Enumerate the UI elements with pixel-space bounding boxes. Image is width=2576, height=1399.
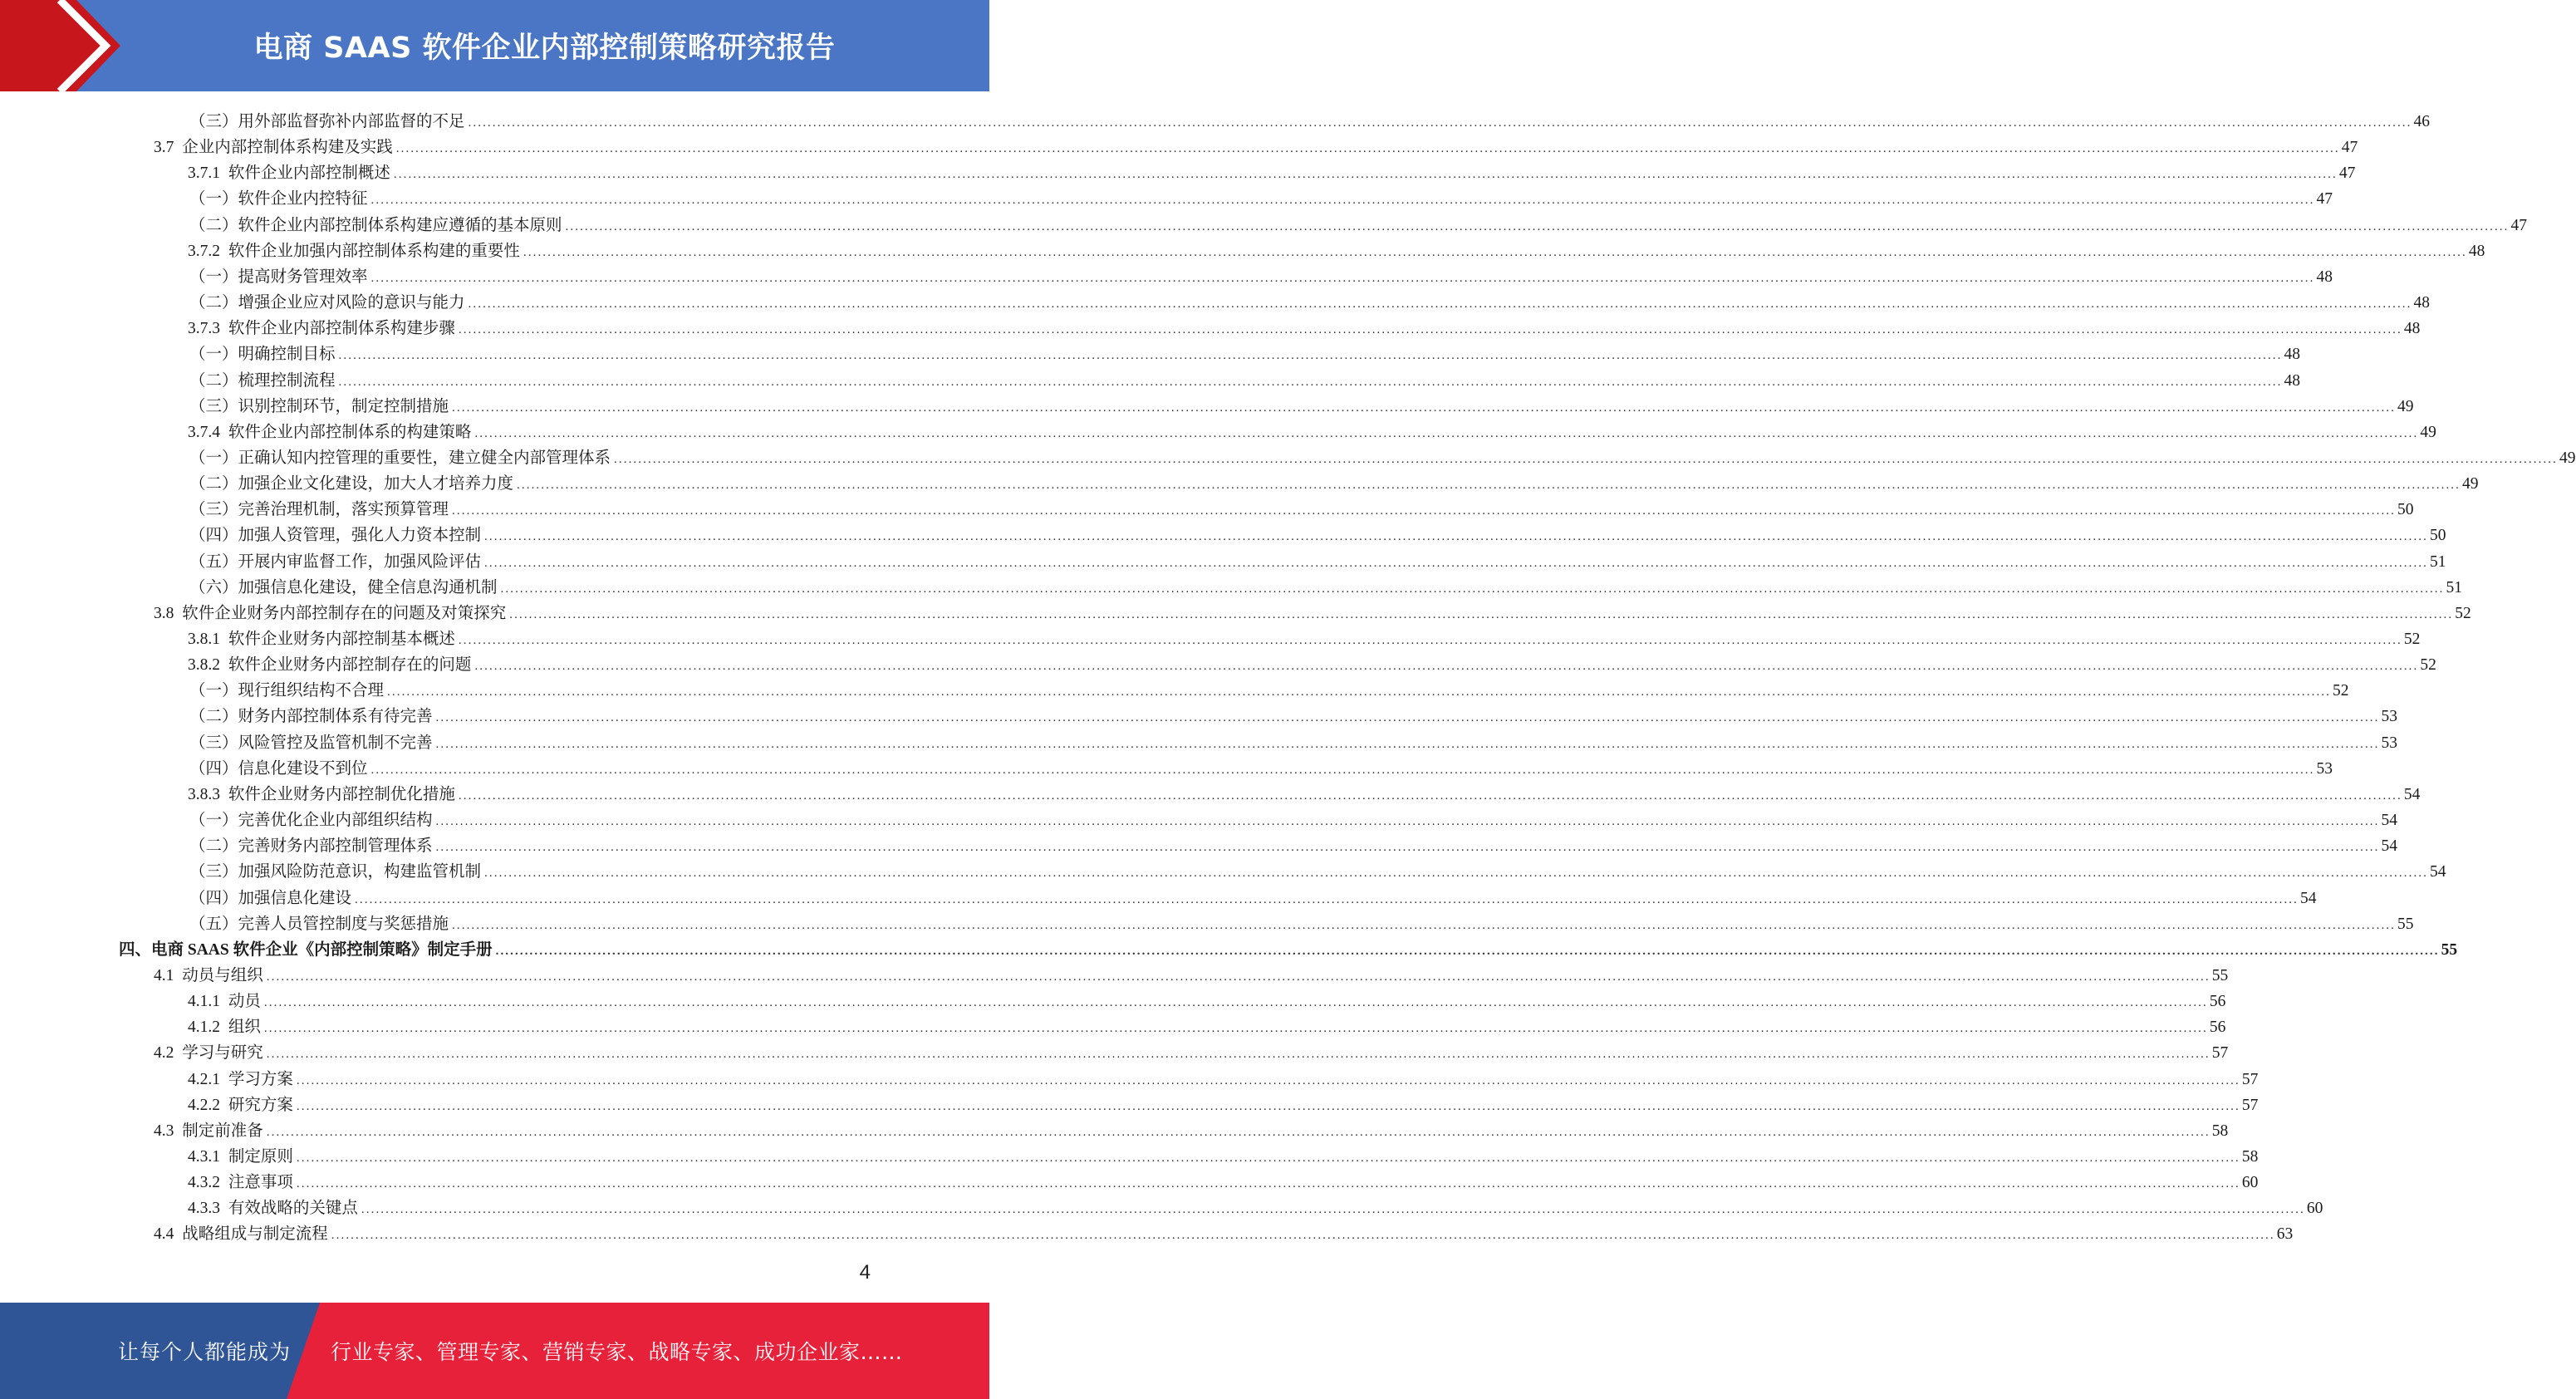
toc-entry[interactable] <box>189 753 2333 779</box>
toc-entry[interactable] <box>188 779 2421 805</box>
toc-entry-label <box>188 1199 358 1219</box>
toc-section-number: 4.2.1 <box>188 1070 220 1088</box>
toc-leader-dots: ................................................................................................................................................................................................................................................................................................................................................................................................................ <box>468 297 2412 312</box>
toc-entry[interactable] <box>188 1193 2323 1219</box>
toc-entry[interactable] <box>188 1064 2259 1090</box>
toc-entry-title: （一）软件企业内控特征 <box>189 190 368 209</box>
report-title: 电商 SAAS 软件企业内部控制策略研究报告 <box>253 32 836 65</box>
toc-leader-dots: ................................................................................................................................................................................................................................................................................................................................................................................................................ <box>266 1048 2210 1062</box>
toc-entry-title: （五）完善人员管控制度与奖惩措施 <box>189 915 449 933</box>
toc-section-number: 3.7.3 <box>188 320 220 338</box>
toc-leader-dots: ................................................................................................................................................................................................................................................................................................................................................................................................................ <box>484 530 2429 544</box>
toc-entry[interactable] <box>154 1038 2229 1063</box>
toc-entry-title: （三）用外部监督弥补内部监督的不足 <box>189 113 465 130</box>
toc-page-number: 47 <box>2316 190 2333 209</box>
toc-entry-title: （二）增强企业应对风险的意识与能力 <box>189 294 465 312</box>
toc-leader-dots: ................................................................................................................................................................................................................................................................................................................................................................................................................ <box>517 479 2461 493</box>
toc-page-number: 58 <box>2211 1122 2229 1140</box>
toc-entry-title: （四）加强人资管理，强化人力资本控制 <box>189 527 482 545</box>
toc-leader-dots: ................................................................................................................................................................................................................................................................................................................................................................................................................ <box>361 1203 2305 1217</box>
toc-page-number: 49 <box>2397 397 2414 415</box>
toc-section-number: 3.8.3 <box>188 785 220 803</box>
toc-section-number: 3.8 <box>154 604 174 622</box>
toc-entry-title: 软件企业内部控制体系构建步骤 <box>228 320 455 338</box>
toc-leader-dots: ................................................................................................................................................................................................................................................................................................................................................................................................................ <box>458 634 2402 647</box>
toc-page-number: 48 <box>2403 320 2421 338</box>
toc-entry[interactable] <box>154 1116 2229 1141</box>
toc-entry-title: 研究方案 <box>228 1096 293 1114</box>
toc-section-number: 4.3 <box>154 1122 174 1140</box>
toc-entry-title: 动员 <box>228 993 261 1011</box>
toc-entry-label <box>189 681 384 701</box>
toc-entry[interactable] <box>189 857 2446 882</box>
toc-entry-title: （二）财务内部控制体系有待完善 <box>189 708 433 726</box>
toc-entry-title: 学习与研究 <box>182 1044 263 1063</box>
toc-entry[interactable] <box>189 391 2414 417</box>
toc-section-number: 4.1.1 <box>188 993 220 1011</box>
toc-entry[interactable] <box>154 960 2229 986</box>
toc-entry[interactable] <box>188 650 2436 675</box>
toc-page-number: 54 <box>2430 863 2446 881</box>
toc-entry[interactable] <box>189 210 2528 236</box>
toc-entry-label <box>189 837 433 857</box>
toc-entry-label <box>188 992 261 1012</box>
toc-section-number: 4.2.2 <box>188 1096 220 1114</box>
toc-section-number: 4.2 <box>154 1044 174 1063</box>
toc-entry-title: 战略组成与制定流程 <box>182 1225 328 1244</box>
toc-entry[interactable] <box>189 701 2398 727</box>
toc-entry-label <box>188 164 390 184</box>
header-chevron-decoration <box>0 0 125 91</box>
toc-entry[interactable] <box>119 935 2458 960</box>
toc-page-number: 54 <box>2381 837 2398 856</box>
toc-leader-dots: ................................................................................................................................................................................................................................................................................................................................................................................................................ <box>435 841 2380 855</box>
toc-entry[interactable] <box>188 158 2356 184</box>
toc-leader-dots: ................................................................................................................................................................................................................................................................................................................................................................................................................ <box>452 504 2397 518</box>
toc-entry[interactable] <box>188 417 2436 443</box>
toc-entry-label <box>189 578 498 598</box>
toc-entry-title: （一）现行组织结构不合理 <box>189 682 385 700</box>
toc-section-number: 3.7 <box>154 139 174 157</box>
toc-leader-dots: ................................................................................................................................................................................................................................................................................................................................................................................................................ <box>266 969 2210 984</box>
toc-leader-dots: ................................................................................................................................................................................................................................................................................................................................................................................................................ <box>266 1125 2210 1139</box>
toc-leader-dots: ................................................................................................................................................................................................................................................................................................................................................................................................................ <box>387 685 2332 700</box>
toc-entry-label <box>189 449 611 469</box>
toc-leader-dots: ................................................................................................................................................................................................................................................................................................................................................................................................................ <box>263 996 2208 1010</box>
toc-leader-dots: ................................................................................................................................................................................................................................................................................................................................................................................................................ <box>395 142 2340 156</box>
toc-entry-label <box>188 1070 293 1090</box>
toc-entry-title: 软件企业内部控制概述 <box>228 164 390 183</box>
toc-page-number: 56 <box>2209 993 2226 1011</box>
toc-entry-label <box>189 734 433 753</box>
toc-page-number: 49 <box>2420 423 2436 441</box>
toc-leader-dots: ................................................................................................................................................................................................................................................................................................................................................................................................................ <box>474 660 2419 674</box>
toc-entry-label <box>188 242 520 262</box>
toc-section-number: 4.1.2 <box>188 1019 220 1037</box>
toc-entry-title: 软件企业加强内部控制体系构建的重要性 <box>228 242 520 260</box>
toc-entry[interactable] <box>189 494 2414 520</box>
toc-page-number: 56 <box>2209 1019 2226 1037</box>
toc-entry-label <box>189 345 336 365</box>
toc-entry-title: （四）信息化建设不到位 <box>189 759 368 778</box>
toc-entry-label <box>154 138 393 158</box>
toc-page-number: 57 <box>2241 1070 2259 1088</box>
toc-entry-title: 注意事项 <box>228 1174 293 1192</box>
toc-section-number: 3.7.2 <box>188 242 220 260</box>
toc-page-number: 48 <box>2468 242 2485 260</box>
toc-entry[interactable] <box>189 262 2333 287</box>
footer-slogan-left: 让每个人都能成为 <box>118 1340 292 1364</box>
toc-entry-label <box>189 474 513 494</box>
toc-entry-title: 软件企业财务内部控制存在的问题及对策探究 <box>182 604 507 622</box>
toc-leader-dots: ................................................................................................................................................................................................................................................................................................................................................................................................................ <box>263 1022 2208 1036</box>
toc-entry-label <box>189 889 351 909</box>
toc-page-number: 52 <box>2403 631 2421 648</box>
toc-entry-label <box>154 1225 328 1244</box>
toc-entry-label <box>188 319 455 339</box>
toc-leader-dots: ................................................................................................................................................................................................................................................................................................................................................................................................................ <box>500 582 2445 596</box>
toc-page-number: 47 <box>2341 139 2358 157</box>
toc-leader-dots: ................................................................................................................................................................................................................................................................................................................................................................................................................ <box>296 1177 2240 1191</box>
toc-entry-label <box>188 423 471 443</box>
toc-entry[interactable] <box>189 469 2479 494</box>
toc-page-number: 55 <box>2397 915 2414 933</box>
toc-leader-dots: ................................................................................................................................................................................................................................................................................................................................................................................................................ <box>523 245 2467 259</box>
toc-entry-title: （三）识别控制环节，制定控制措施 <box>189 397 449 415</box>
toc-entry-label <box>188 1147 293 1167</box>
toc-leader-dots: ................................................................................................................................................................................................................................................................................................................................................................................................................ <box>435 815 2380 829</box>
toc-section-number: 3.8.2 <box>188 656 220 675</box>
toc-entry[interactable] <box>189 443 2576 469</box>
toc-entry[interactable] <box>189 883 2317 909</box>
toc-leader-dots: ................................................................................................................................................................................................................................................................................................................................................................................................................ <box>468 116 2412 130</box>
toc-entry-label <box>154 1122 263 1141</box>
toc-entry[interactable] <box>154 132 2358 158</box>
toc-entry[interactable] <box>189 547 2446 572</box>
toc-section-number: 4.3.1 <box>188 1148 220 1166</box>
toc-entry[interactable] <box>189 339 2301 365</box>
toc-page-number: 52 <box>2333 682 2349 700</box>
toc-entry[interactable] <box>189 184 2333 209</box>
toc-leader-dots: ................................................................................................................................................................................................................................................................................................................................................................................................................ <box>458 788 2402 803</box>
toc-entry[interactable] <box>188 1167 2259 1193</box>
toc-leader-dots: ................................................................................................................................................................................................................................................................................................................................................................................................................ <box>355 892 2299 906</box>
toc-entry-title: （三）加强风险防范意识，构建监管机制 <box>189 863 482 881</box>
toc-entry-label <box>189 500 449 520</box>
toc-entry-title: （一）提高财务管理效率 <box>189 268 368 286</box>
toc-page-number: 48 <box>2413 294 2431 312</box>
toc-entry[interactable] <box>154 598 2471 624</box>
toc-leader-dots: ................................................................................................................................................................................................................................................................................................................................................................................................................ <box>509 607 2454 621</box>
toc-page-number: 51 <box>2430 552 2446 571</box>
toc-entry[interactable] <box>188 624 2421 650</box>
toc-leader-dots: ................................................................................................................................................................................................................................................................................................................................................................................................................ <box>484 866 2429 881</box>
toc-page-number: 50 <box>2397 501 2414 519</box>
toc-entry-title: 制定原则 <box>228 1148 293 1166</box>
toc-page-number: 51 <box>2446 578 2463 596</box>
toc-page-number: 49 <box>2559 449 2576 467</box>
toc-section-number: 3.7.1 <box>188 164 220 183</box>
toc-entry[interactable] <box>188 313 2421 339</box>
toc-leader-dots: ................................................................................................................................................................................................................................................................................................................................................................................................................ <box>614 452 2559 466</box>
page-number: 4 <box>859 1261 871 1284</box>
toc-entry-title: （三）风险管控及监管机制不完善 <box>189 734 433 752</box>
toc-page-number: 60 <box>2241 1174 2259 1192</box>
toc-entry-title: （二）加强企业文化建设，加大人才培养力度 <box>189 475 514 493</box>
toc-section-number: 4.4 <box>154 1225 174 1244</box>
toc-leader-dots: ................................................................................................................................................................................................................................................................................................................................................................................................................ <box>331 1229 2275 1243</box>
toc-section-number: 4.3.2 <box>188 1174 220 1192</box>
toc-entry-label <box>189 268 368 287</box>
toc-entry-label <box>189 189 368 209</box>
toc-entry-title: （二）软件企业内部控制体系构建应遵循的基本原则 <box>189 216 562 234</box>
toc-page-number: 47 <box>2338 164 2356 183</box>
toc-page-number: 54 <box>2403 785 2421 803</box>
toc-section-number: 4.3.3 <box>188 1200 220 1218</box>
toc-entry[interactable] <box>189 520 2446 546</box>
toc-leader-dots: ................................................................................................................................................................................................................................................................................................................................................................................................................ <box>296 1099 2240 1113</box>
toc-entry-label <box>189 397 449 417</box>
toc-entry-label <box>189 915 449 935</box>
toc-leader-dots: ................................................................................................................................................................................................................................................................................................................................................................................................................ <box>565 219 2510 233</box>
toc-entry-title: （二）梳理控制流程 <box>189 371 336 390</box>
toc-entry-label <box>189 526 481 546</box>
toc-entry[interactable] <box>189 366 2301 391</box>
toc-entry-title: 企业内部控制体系构建及实践 <box>182 139 393 157</box>
toc-section-number: 3.7.4 <box>188 423 220 441</box>
toc-leader-dots: ................................................................................................................................................................................................................................................................................................................................................................................................................ <box>370 271 2315 285</box>
toc-page-number: 60 <box>2306 1200 2323 1218</box>
toc-entry-title: （五）开展内审监督工作，加强风险评估 <box>189 552 482 571</box>
toc-entry-title: 有效战略的关键点 <box>228 1200 358 1218</box>
toc-entry-label <box>189 552 481 572</box>
toc-page-number: 48 <box>2284 346 2301 364</box>
toc-page-number: 49 <box>2462 475 2479 493</box>
toc-entry-title: 制定前准备 <box>182 1122 263 1140</box>
toc-entry-title: （一）正确认知内控管理的重要性，建立健全内部管理体系 <box>189 449 611 467</box>
toc-page-number: 54 <box>2300 889 2317 907</box>
toc-entry-title: （四）加强信息化建设 <box>189 889 352 907</box>
toc-entry[interactable] <box>188 1090 2259 1116</box>
toc-entry[interactable] <box>189 675 2349 701</box>
toc-entry-label <box>188 630 455 650</box>
toc-entry-title: 软件企业财务内部控制存在的问题 <box>228 656 472 675</box>
toc-leader-dots: ................................................................................................................................................................................................................................................................................................................................................................................................................ <box>452 400 2397 415</box>
toc-leader-dots: ................................................................................................................................................................................................................................................................................................................................................................................................................ <box>474 426 2419 440</box>
toc-entry-title: 组织 <box>228 1019 261 1037</box>
toc-entry-label <box>119 940 493 960</box>
toc-entry-label <box>189 707 433 727</box>
toc-entry-label <box>189 759 368 779</box>
toc-entry[interactable] <box>189 106 2431 132</box>
toc-entry-title: 动员与组织 <box>182 966 263 984</box>
toc-page-number: 46 <box>2413 113 2431 130</box>
toc-page-number: 54 <box>2381 812 2398 830</box>
toc-page-number: 48 <box>2284 371 2301 390</box>
toc-entry[interactable] <box>189 728 2398 753</box>
toc-entry-label <box>189 862 481 882</box>
toc-entry-title: （一）明确控制目标 <box>189 346 336 364</box>
toc-entry-label <box>189 216 562 236</box>
toc-leader-dots: ................................................................................................................................................................................................................................................................................................................................................................................................................ <box>484 556 2429 570</box>
toc-entry-label <box>154 604 506 624</box>
toc-page-number: 55 <box>2441 940 2458 959</box>
toc-entry[interactable] <box>189 909 2414 935</box>
toc-entry-title: （一）完善优化企业内部组织结构 <box>189 812 433 830</box>
toc-entry-label <box>189 811 433 831</box>
toc-entry-title: （三）完善治理机制，落实预算管理 <box>189 501 449 519</box>
toc-entry-label <box>188 1018 261 1038</box>
toc-leader-dots: ................................................................................................................................................................................................................................................................................................................................................................................................................ <box>495 944 2440 958</box>
toc-page-number: 57 <box>2211 1044 2229 1063</box>
toc-entry[interactable] <box>188 986 2226 1012</box>
toc-entry-title: 学习方案 <box>228 1070 293 1088</box>
toc-page-number: 53 <box>2381 708 2398 726</box>
toc-leader-dots: ................................................................................................................................................................................................................................................................................................................................................................................................................ <box>338 349 2283 363</box>
footer-banner <box>0 1303 989 1399</box>
toc-entry-label <box>154 966 263 986</box>
toc-entry-label <box>188 655 471 675</box>
toc-entry[interactable] <box>189 287 2431 313</box>
toc-entry[interactable] <box>188 1141 2259 1167</box>
toc-entry[interactable] <box>154 1219 2294 1244</box>
toc-entry-title: 四、电商 SAAS 软件企业《内部控制策略》制定手册 <box>119 940 493 959</box>
toc-entry-label <box>154 1043 263 1063</box>
toc-leader-dots: ................................................................................................................................................................................................................................................................................................................................................................................................................ <box>458 323 2402 337</box>
toc-page-number: 53 <box>2381 734 2398 752</box>
toc-leader-dots: ................................................................................................................................................................................................................................................................................................................................................................................................................ <box>296 1073 2240 1087</box>
toc-page-number: 52 <box>2455 604 2471 622</box>
toc-entry-title: 软件企业财务内部控制优化措施 <box>228 785 455 803</box>
header-banner <box>0 0 989 91</box>
toc-leader-dots: ................................................................................................................................................................................................................................................................................................................................................................................................................ <box>296 1151 2240 1165</box>
toc-leader-dots: ................................................................................................................................................................................................................................................................................................................................................................................................................ <box>452 918 2397 932</box>
toc-entry-title: （六）加强信息化建设，健全信息沟通机制 <box>189 578 498 596</box>
toc-entry[interactable] <box>188 1012 2226 1038</box>
toc-leader-dots: ................................................................................................................................................................................................................................................................................................................................................................................................................ <box>338 375 2283 389</box>
toc-entry-label <box>189 293 465 313</box>
toc-page-number: 52 <box>2420 656 2436 675</box>
toc-entry[interactable] <box>189 805 2398 831</box>
toc-entry-label <box>188 1173 293 1193</box>
toc-section-number: 4.1 <box>154 966 174 984</box>
toc-leader-dots: ................................................................................................................................................................................................................................................................................................................................................................................................................ <box>435 737 2380 751</box>
toc-leader-dots: ................................................................................................................................................................................................................................................................................................................................................................................................................ <box>370 194 2315 208</box>
toc-leader-dots: ................................................................................................................................................................................................................................................................................................................................................................................................................ <box>393 168 2338 182</box>
toc-page-number: 63 <box>2276 1225 2294 1244</box>
toc-page-number: 48 <box>2316 268 2333 286</box>
toc-entry-label <box>189 112 465 132</box>
toc-entry-title: （二）完善财务内部控制管理体系 <box>189 837 433 856</box>
toc-leader-dots: ................................................................................................................................................................................................................................................................................................................................................................................................................ <box>435 711 2380 725</box>
toc-entry-label <box>188 1096 293 1116</box>
toc-entry-label <box>188 785 455 805</box>
toc-entry[interactable] <box>189 831 2398 857</box>
toc-entry-label <box>189 371 336 391</box>
toc-page-number: 55 <box>2211 966 2229 984</box>
toc-page-number: 47 <box>2510 216 2528 234</box>
toc-page-number: 53 <box>2316 759 2333 778</box>
toc-entry[interactable] <box>189 572 2463 598</box>
toc-entry[interactable] <box>188 236 2485 262</box>
toc-entry-title: 软件企业内部控制体系的构建策略 <box>228 423 472 441</box>
toc-page-number: 58 <box>2241 1148 2259 1166</box>
footer-slogan-right: 行业专家、管理专家、营销专家、战略专家、成功企业家…… <box>331 1340 903 1364</box>
toc-page-number: 57 <box>2241 1096 2259 1114</box>
toc-section-number: 3.8.1 <box>188 631 220 648</box>
toc-page-number: 50 <box>2430 527 2446 545</box>
toc-entry-title: 软件企业财务内部控制基本概述 <box>228 631 455 648</box>
toc-leader-dots: ................................................................................................................................................................................................................................................................................................................................................................................................................ <box>370 763 2315 777</box>
